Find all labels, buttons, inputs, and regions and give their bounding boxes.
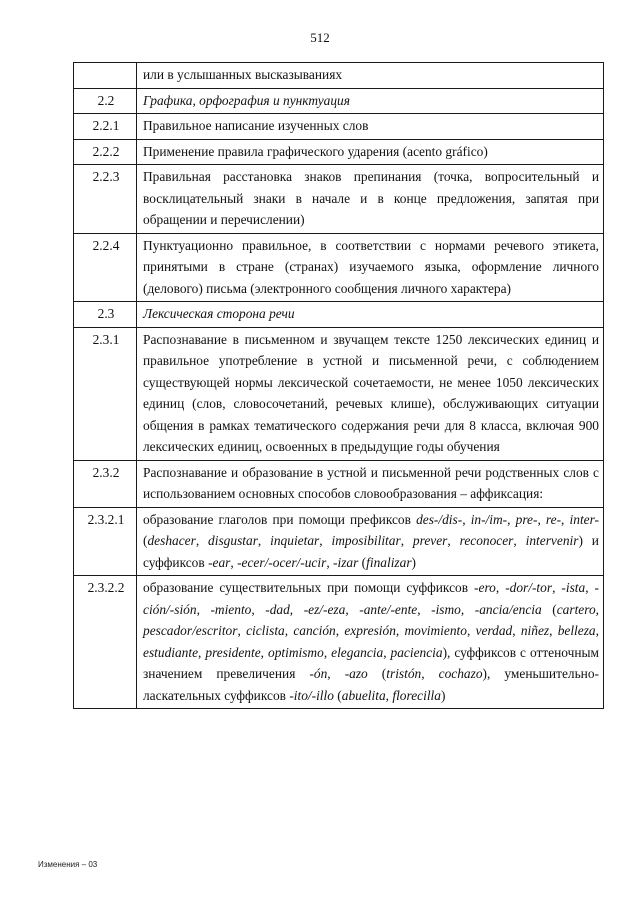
table-row bbox=[74, 460, 604, 507]
table-row bbox=[74, 576, 604, 709]
row-text: Правильное написание изученных слов bbox=[137, 114, 604, 140]
table-row bbox=[74, 114, 604, 140]
table-row bbox=[74, 507, 604, 576]
row-number: 2.3.2.1 bbox=[74, 507, 137, 576]
row-text: Применение правила графического ударения (acento gráfico) bbox=[137, 139, 604, 165]
table-row bbox=[74, 327, 604, 460]
curriculum-table bbox=[73, 62, 604, 709]
row-text: или в услышанных высказываниях bbox=[137, 63, 604, 89]
footer-revision: Изменения – 03 bbox=[38, 860, 98, 869]
row-text: Распознавание в письменном и звучащем тексте 1250 лексических единиц и правильное употребление в устной и письменной речи, с соблюдением существующей нормы лексической сочетаемости, не менее 1050 лексических единиц (слов, словосочетаний, речевых клише), обслуживающих ситуации общения в рамках тематического содержания речи для 8 класса, включая 900 лексических единиц, освоенных в предыдущие годы обучения bbox=[137, 327, 604, 460]
row-text: образование глаголов при помощи префиксов des-/dis-, in-/im-, pre-, re-, inter- (deshacer, disgustar, inquietar, imposibilitar, prever, reconocer, intervenir) и суффиксов -ear, -ecer/-ocer/-ucir, -izar (finalizar) bbox=[137, 507, 604, 576]
row-text: Распознавание и образование в устной и письменной речи родственных слов с использованием основных способов словообразования – аффиксация: bbox=[137, 460, 604, 507]
page-number: 512 bbox=[310, 30, 330, 45]
row-text: Правильная расстановка знаков препинания (точка, вопросительный и восклицательный знаки в начале и в конце предложения, запятая при обращении и перечислении) bbox=[137, 165, 604, 234]
row-number: 2.2.3 bbox=[74, 165, 137, 234]
row-number bbox=[74, 63, 137, 89]
row-number: 2.3.2 bbox=[74, 460, 137, 507]
row-text: Пунктуационно правильное, в соответствии с нормами речевого этикета, принятыми в стране (странах) изучаемого языка, оформление личного (делового) письма (электронного сообщения личного характера) bbox=[137, 233, 604, 302]
table-row bbox=[74, 88, 604, 114]
row-number: 2.3.1 bbox=[74, 327, 137, 460]
table-row bbox=[74, 165, 604, 234]
row-number: 2.2 bbox=[74, 88, 137, 114]
row-number: 2.2.1 bbox=[74, 114, 137, 140]
section-heading: Лексическая сторона речи bbox=[137, 302, 604, 328]
table-row bbox=[74, 233, 604, 302]
row-number: 2.2.2 bbox=[74, 139, 137, 165]
row-number: 2.3.2.2 bbox=[74, 576, 137, 709]
table-row bbox=[74, 302, 604, 328]
table-row bbox=[74, 63, 604, 89]
section-heading: Графика, орфография и пунктуация bbox=[137, 88, 604, 114]
row-number: 2.3 bbox=[74, 302, 137, 328]
row-number: 2.2.4 bbox=[74, 233, 137, 302]
row-text: образование существительных при помощи суффиксов -ero, -dor/-tor, -ista, -ción/-sión, -miento, -dad, -ez/-eza, -ante/-ente, -ismo, -ancia/encia (cartero, pescador/escritor, ciclista, canción, expresión, movimiento, verdad, niñez, belleza, estudiante, presidente, optimismo, elegancia, paciencia), суффиксов с оттеночным значением превеличения -ón, -azo (tristón, cochazo), уменьшительно-ласкательных суффиксов -ito/-illo (abuelita, florecilla) bbox=[137, 576, 604, 709]
table-row bbox=[74, 139, 604, 165]
